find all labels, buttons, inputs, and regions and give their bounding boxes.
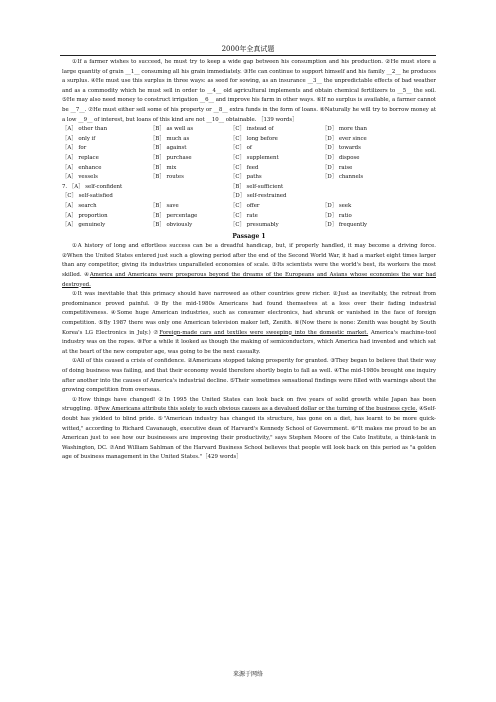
option-row: ［A］ search ［B］ save ［C］ offer ［D］ seek [62, 202, 352, 209]
cloze-text: ①If a farmer wishes to succeed, he must try to keep a wide gap between his consumption and his production. ②He must store a large quantity of grain __1__ consuming all his grain immediately. ③He can continue to support himself and his family __2__ he produces a surplus. ④He must use this surplus in three ways: as seed for sowing, as an insurance __3__ the unpredictable effects of bad weather and as a commodity which he must sell in order to __4__ old agricultural implements and obtain chemical fertilizers to __5__ the soil. ⑤He may also need money to construct irrigation __6__ and improve his farm in other ways. ⑥If no surplus is available, a farmer cannot be __7__. ⑦He must either sell some of his property or __8__ extra funds in the form of loans. ⑧Naturally he will try to borrow money at a low __9__ of interest, but loans of this kind are not __10__ obtainable. ［139 words］ [62, 59, 436, 123]
option-row: ［A］ replace ［B］ purchase ［C］ supplement ［D］ dispose [62, 154, 360, 161]
option-row: ［A］ other than ［B］ as well as ［C］ instead of ［D］ more than [62, 126, 367, 133]
page-title: 2000年全真试题 [221, 45, 275, 53]
underlined-sentence: Foreign-made cars and textiles were sweeping into the domestic market. [159, 329, 369, 336]
paragraph-2: ①It was inevitable that this primacy should have narrowed as other countries grew richer. ②Just as inevitably, the retreat from predominance proved painful. ③By the mid-1980s Americans had found themselves at a loss over their fading industrial competitiveness. ④Some huge American industries, such as consumer electronics, had shrunk or vanished in the face of foreign competition. ⑤By 1987 there was only one American television maker left, Zenith. ⑥(Now there is none: Zenith was bought by South Korea's LG Electronics in July.) ⑦Foreign-made cars and textiles were sweeping into the domestic market. America's machine-tool industry was on the ropes. ⑧For a while it looked as though the making of semiconductors, which America had invented and which sat at the heart of the new computer age, was going to be the next casualty. [62, 291, 436, 355]
header-rule [60, 55, 436, 56]
option-row: ［A］ for ［B］ against ［C］ of ［D］ towards [62, 145, 361, 152]
option-row: 7. ［A］ self-confident ［B］ self-sufficient [62, 183, 284, 190]
option-row: ［A］ proportion ［B］ percentage ［C］ rate ［D］ ratio [62, 212, 352, 219]
options-list [62, 125, 436, 231]
paragraph-3: ①All of this caused a crisis of confidence. ②Americans stopped taking prosperity for granted. ③They began to believe that their way of doing business was failing, and that their economy would therefore shortly begin to fall as well. ④The mid-1980s brought one inquiry after another into the causes of America's industrial decline. ⑤Their sometimes sensational findings were filled with warnings about the growing competition from overseas. [62, 358, 436, 394]
option-row: ［A］ genuinely ［B］ obviously ［C］ presumably ［D］ frequently [62, 222, 368, 229]
page-footer: 来源于网络 [232, 671, 263, 678]
paragraph-4: ①How things have changed! ②In 1995 the United States can look back on five years of solid growth while Japan has been struggling. ③Few Americans attribute this solely to such obvious causes as a devalued dollar or the turning of the business cycle. ④Self-doubt has yielded to blind pride. ⑤"American industry has changed its structure, has gone on a diet, has learnt to be more quick-witted," according to Richard Cavanaugh, executive dean of Harvard's Kennedy School of Government. ⑥"It makes me proud to be an American just to see how our businesses are improving their productivity," says Stephen Moore of the Cato Institute, a think-tank in Washington, DC. ⑦And William Sahlman of the Harvard Business School believes that people will look back on this period as "a golden age of business management in the United States."［429 words］ [62, 396, 437, 461]
underlined-sentence: Few Americans attribute this solely to such obvious causes as a devalued dollar or the turning of the business cycle. [98, 406, 418, 413]
paragraph-1: ①A history of long and effortless success can be a dreadful handicap, but, if properly handled, it may become a driving force. ②When the United States entered just such a glowing period after the end of the Second World War, it had a market eight times larger than any competitor, giving its industries unparalleled economies of scale. ③Its scientists were the world's best, its workers the most skilled. ④America and Americans were prosperous beyond the dreams of the Europeans and Asians whose economies the war had destroyed. [62, 243, 436, 288]
option-row: ［A］ enhance ［B］ mix ［C］ feed ［D］ raise [62, 164, 353, 171]
underlined-sentence: America and Americans were prosperous beyond the dreams of the Europeans and Asians whose economies the war had destroyed. [62, 272, 436, 288]
option-row: ［A］ only if ［B］ much as ［C］ long before ［D］ ever since [62, 135, 367, 142]
passage-heading: Passage 1 [232, 232, 266, 240]
option-row: ［A］ vessels ［B］ routes ［C］ paths ［D］ channels [62, 174, 364, 181]
document-body [62, 58, 436, 463]
option-row: ［C］ self-satisfied ［D］ self-restrained [62, 193, 287, 200]
